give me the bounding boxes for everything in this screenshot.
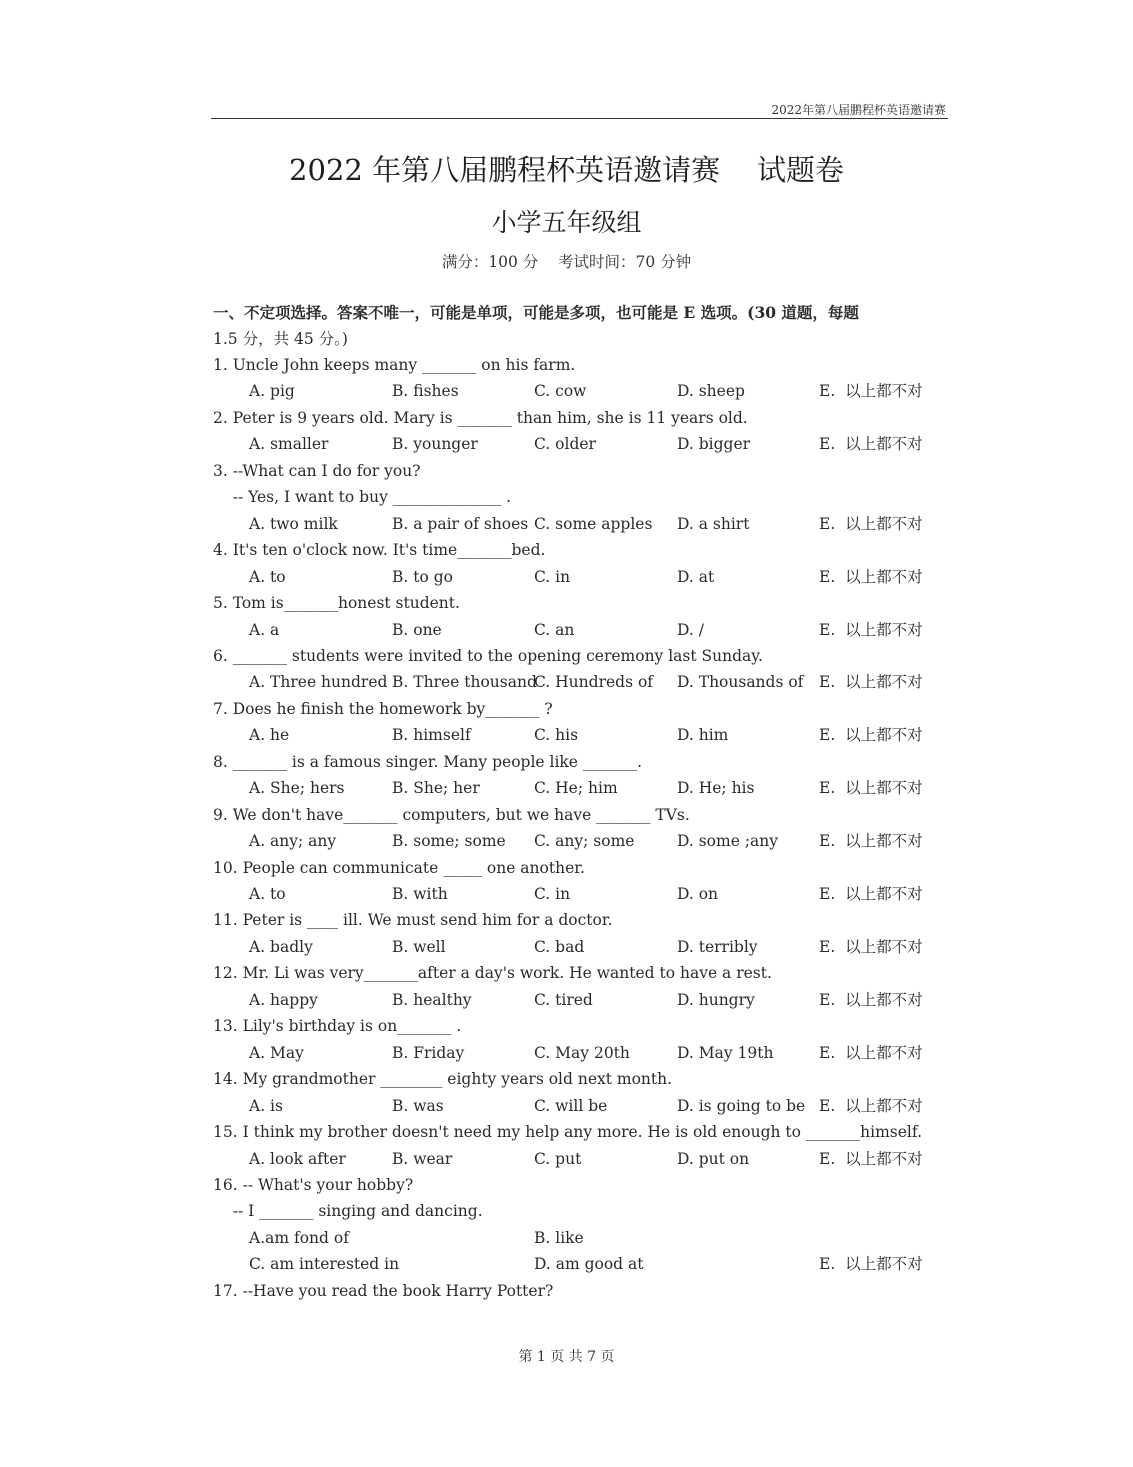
question-stem: 1. Uncle John keeps many _______ on his farm. xyxy=(213,356,576,374)
answer-option: B. She; her xyxy=(392,779,480,798)
section-heading: 一、不定项选择。答案不唯一，可能是单项，可能是多项，也可能是 E 选项。(30 道题，每题 xyxy=(213,303,859,322)
option-row xyxy=(213,1146,953,1172)
answer-option: D. a shirt xyxy=(677,514,750,533)
answer-option: D. bigger xyxy=(677,435,751,454)
answer-option: B. Friday xyxy=(392,1043,465,1062)
answer-option: D. am good at xyxy=(534,1255,644,1274)
answer-option: E. 以上都不对 xyxy=(819,1096,923,1115)
question-stem: 10. People can communicate _____ one another. xyxy=(213,858,585,877)
question-stem: 14. My grandmother ________ eighty years old next month. xyxy=(213,1070,673,1089)
answer-option: E. 以上都不对 xyxy=(819,937,923,956)
answer-option: C. will be xyxy=(534,1096,608,1115)
option-row xyxy=(213,1040,953,1066)
answer-option: C. some apples xyxy=(534,514,653,533)
answer-option: C. Hundreds of xyxy=(534,673,654,692)
answer-option: E. 以上都不对 xyxy=(819,832,923,851)
answer-option: A. pig xyxy=(249,382,295,401)
answer-option: D. some ;any xyxy=(677,832,779,851)
option-row xyxy=(213,775,953,801)
section-heading-cont: 1.5 分，共 45 分。) xyxy=(213,330,348,348)
question-stem: 3. --What can I do for you? xyxy=(213,461,421,480)
page-subtitle: 小学五年级组 xyxy=(491,208,642,237)
answer-option: C. tired xyxy=(534,990,593,1009)
answer-option: E. 以上都不对 xyxy=(819,620,923,639)
answer-option: A. badly xyxy=(249,937,313,956)
answer-option: C. in xyxy=(534,885,571,903)
answer-option: C. put xyxy=(534,1149,582,1168)
answer-option: A. She; hers xyxy=(249,779,345,798)
answer-option: D. May 19th xyxy=(677,1043,774,1062)
answer-option: B. one xyxy=(392,620,442,639)
answer-option: E. 以上都不对 xyxy=(819,990,923,1009)
answer-option: E. 以上都不对 xyxy=(819,885,923,903)
running-header: 2022年第八届鹏程杯英语邀请赛 xyxy=(771,103,946,117)
option-row xyxy=(213,669,953,695)
question-stem: -- I _______ singing and dancing. xyxy=(213,1202,483,1221)
question-stem: 15. I think my brother doesn't need my help any more. He is old enough to _______himself. xyxy=(213,1123,923,1142)
answer-option: E. 以上都不对 xyxy=(819,726,923,745)
answer-option: D. put on xyxy=(677,1149,750,1168)
answer-option: E. 以上都不对 xyxy=(819,514,923,533)
answer-option: B. Three thousand xyxy=(392,673,537,692)
answer-option: E. 以上都不对 xyxy=(819,1255,923,1274)
option-row xyxy=(213,987,953,1013)
answer-option: E. 以上都不对 xyxy=(819,382,923,401)
question-stem: 2. Peter is 9 years old. Mary is _______ than him, she is 11 years old. xyxy=(213,408,748,427)
answer-option: E. 以上都不对 xyxy=(819,1043,923,1062)
answer-option: A.am fond of xyxy=(249,1228,349,1247)
option-row xyxy=(213,934,953,960)
answer-option: B. fishes xyxy=(392,382,459,401)
option-row xyxy=(213,431,953,457)
answer-option: B. a pair of shoes xyxy=(392,514,529,533)
question-stem: 17. --Have you read the book Harry Potter? xyxy=(213,1281,554,1300)
option-row xyxy=(213,1093,953,1119)
question-stem: 4. It's ten o'clock now. It's time_______bed. xyxy=(213,541,546,560)
answer-option: D. sheep xyxy=(677,382,745,401)
question-stem: 8. _______ is a famous singer. Many people like _______. xyxy=(213,752,643,771)
question-stem: 12. Mr. Li was very_______after a day's work. He wanted to have a rest. xyxy=(213,964,772,983)
question-stem: 11. Peter is ____ ill. We must send him for a doctor. xyxy=(213,911,613,930)
answer-option: E. 以上都不对 xyxy=(819,673,923,692)
question-stem: 5. Tom is_______honest student. xyxy=(213,594,460,613)
answer-option: B. some; some xyxy=(392,832,506,851)
answer-option: A. any; any xyxy=(249,832,337,851)
answer-option: A. look after xyxy=(249,1149,346,1168)
answer-option: C. in xyxy=(534,567,571,586)
answer-option: A. two milk xyxy=(249,514,338,533)
option-row xyxy=(213,617,953,643)
answer-option: D. is going to be xyxy=(677,1096,806,1115)
question-stem: 9. We don't have_______ computers, but we have _______ TVs. xyxy=(213,805,690,824)
answer-option: A. Three hundred xyxy=(249,673,388,692)
answer-option: D. hungry xyxy=(677,990,755,1009)
question-stem: -- Yes, I want to buy ______________ . xyxy=(213,488,512,507)
section-instructions xyxy=(213,300,948,352)
answer-option: C. any; some xyxy=(534,832,635,851)
answer-option: B. well xyxy=(392,937,446,956)
answer-option: C. an xyxy=(534,620,575,639)
answer-option: E. 以上都不对 xyxy=(819,1149,923,1168)
answer-option: E. 以上都不对 xyxy=(819,779,923,798)
answer-option: A. to xyxy=(249,885,286,903)
answer-option: B. wear xyxy=(392,1149,453,1168)
answer-option: D. at xyxy=(677,567,715,586)
exam-meta: 满分：100 分 考试时间：70 分钟 xyxy=(441,253,692,271)
answer-option: D. on xyxy=(677,885,719,903)
page-title: 2022 年第八届鹏程杯英语邀请赛 试题卷 xyxy=(289,153,844,187)
question-stem: 7. Does he finish the homework by_______ ? xyxy=(213,699,553,718)
option-row xyxy=(213,1225,953,1251)
question-stem: 16. -- What's your hobby? xyxy=(213,1175,414,1194)
answer-option: E. 以上都不对 xyxy=(819,567,923,586)
answer-option: D. him xyxy=(677,726,729,745)
page-footer: 第 1 页 共 7 页 xyxy=(518,1349,615,1365)
answer-option: A. May xyxy=(249,1043,304,1062)
answer-option: C. am interested in xyxy=(249,1255,400,1274)
answer-option: C. May 20th xyxy=(534,1043,630,1062)
answer-option: B. like xyxy=(534,1228,584,1247)
option-row xyxy=(213,828,953,854)
answer-option: B. was xyxy=(392,1096,444,1115)
answer-option: A. happy xyxy=(249,990,318,1009)
header-rule xyxy=(211,118,948,119)
question-stem: 13. Lily's birthday is on_______ . xyxy=(213,1017,462,1036)
answer-option: B. with xyxy=(392,885,448,903)
answer-option: C. his xyxy=(534,726,579,745)
option-row xyxy=(213,1251,953,1277)
answer-option: E. 以上都不对 xyxy=(819,435,923,454)
answer-option: C. He; him xyxy=(534,779,618,798)
answer-option: D. / xyxy=(677,620,704,639)
option-row xyxy=(213,564,953,590)
answer-option: A. he xyxy=(249,726,290,745)
answer-option: B. younger xyxy=(392,435,478,454)
question-stem: 6. _______ students were invited to the opening ceremony last Sunday. xyxy=(213,646,763,665)
answer-option: D. He; his xyxy=(677,779,755,798)
answer-option: A. smaller xyxy=(249,435,329,454)
option-row xyxy=(213,378,953,404)
answer-option: B. healthy xyxy=(392,990,472,1009)
answer-option: C. bad xyxy=(534,937,585,956)
answer-option: D. terribly xyxy=(677,937,758,956)
answer-option: A. to xyxy=(249,567,286,586)
answer-option: B. to go xyxy=(392,567,453,586)
answer-option: C. cow xyxy=(534,382,587,401)
option-row xyxy=(213,881,953,907)
answer-option: A. is xyxy=(249,1096,283,1115)
option-row xyxy=(213,722,953,748)
answer-option: B. himself xyxy=(392,726,471,745)
answer-option: D. Thousands of xyxy=(677,673,804,692)
answer-option: C. older xyxy=(534,435,596,454)
answer-option: A. a xyxy=(249,620,280,639)
option-row xyxy=(213,511,953,537)
